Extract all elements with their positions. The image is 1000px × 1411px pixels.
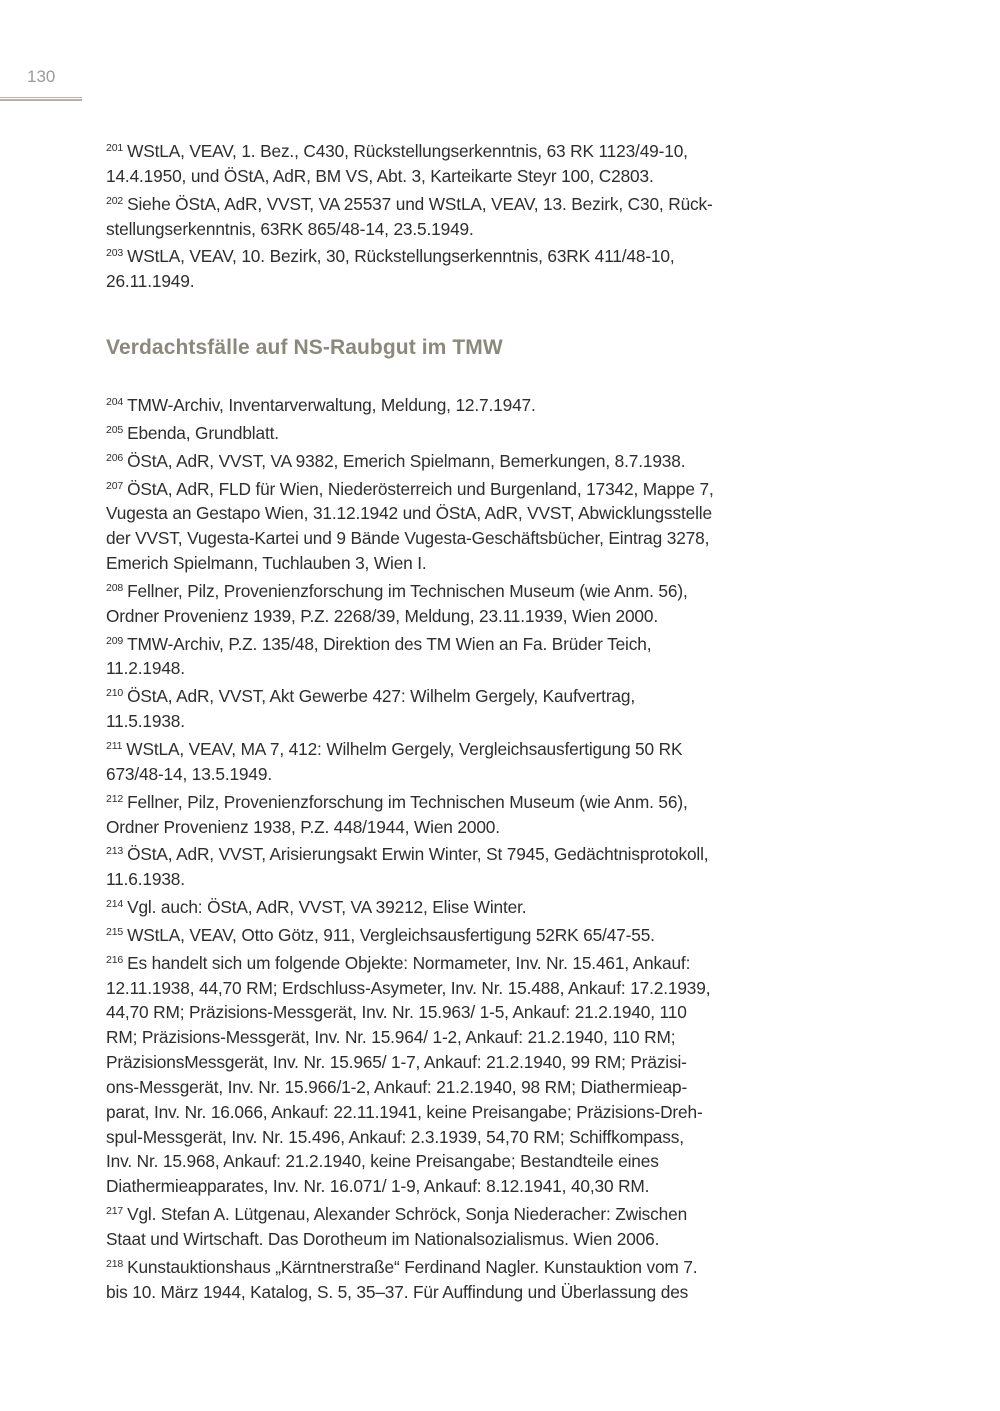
footnote-number: 218 [106, 1257, 124, 1270]
footnote-line [106, 1199, 786, 1227]
footnote [106, 948, 786, 1199]
footnote-line [106, 734, 786, 762]
footnote-text: 11.2.1948. [106, 658, 185, 679]
footnote-number: 210 [106, 687, 124, 700]
footnote-line [106, 390, 786, 418]
footnote [106, 734, 786, 787]
footnote-line [106, 681, 786, 709]
footnote-line [106, 709, 786, 734]
footnote-line [106, 474, 786, 502]
footnote-text: Fellner, Pilz, Provenienzforschung im Technischen Museum (wie Anm. 56), [127, 580, 688, 601]
footnote [106, 681, 786, 734]
footnote-text: 14.4.1950, und ÖStA, AdR, BM VS, Abt. 3, Karteikarte Steyr 100, C2803. [106, 165, 654, 186]
footnote-text: ÖStA, AdR, VVST, VA 9382, Emerich Spielmann, Bemerkungen, 8.7.1938. [127, 450, 686, 471]
footnote-text: bis 10. März 1944, Katalog, S. 5, 35–37. Für Auffindung und Überlassung des [106, 1281, 689, 1302]
header-rule [0, 97, 82, 101]
footnote-text: ons-Messgerät, Inv. Nr. 15.966/1-2, Ankauf: 21.2.1940, 98 RM; Diathermieap- [106, 1076, 688, 1097]
footnote-number: 204 [106, 396, 124, 408]
footnote-number: 205 [106, 423, 124, 436]
footnote [106, 474, 786, 576]
footnote-line [106, 787, 786, 815]
footnote [106, 839, 786, 892]
footnote-line [106, 1252, 786, 1280]
section-heading: Verdachtsfälle auf NS-Raubgut im TMW [106, 336, 503, 359]
footnote-number: 202 [106, 194, 124, 207]
footnote-line [106, 948, 786, 976]
footnote [106, 629, 786, 682]
footnote-line [106, 604, 786, 629]
footnote-line [106, 1125, 786, 1150]
footnote-text: ÖStA, AdR, FLD für Wien, Niederösterreich und Burgenland, 17342, Mappe 7, [127, 478, 714, 499]
footnote-line [106, 1227, 786, 1252]
footnote-line [106, 164, 786, 189]
footnote-text: Staat und Wirtschaft. Das Dorotheum im Nationalsozialismus. Wien 2006. [106, 1229, 660, 1249]
footnote-text: Vgl. auch: ÖStA, AdR, VVST, VA 39212, Elise Winter. [127, 897, 527, 918]
footnote [106, 241, 786, 294]
footnote-number: 201 [106, 142, 124, 154]
footnote [106, 892, 786, 920]
footnote [106, 1199, 786, 1252]
footnote-text: Ebenda, Grundblatt. [127, 422, 279, 443]
footnote-line [106, 656, 786, 681]
page-number: 130 [27, 67, 56, 86]
footnote-line [106, 1025, 786, 1050]
footnote-line [106, 815, 786, 840]
footnote-line [106, 1075, 786, 1100]
footnote-text: spul-Messgerät, Inv. Nr. 15.496, Ankauf: 2.3.1939, 54,70 RM; Schiffkompass, [106, 1126, 684, 1147]
footnote-line [106, 217, 786, 242]
footnote-text: RM; Präzisions-Messgerät, Inv. Nr. 15.964/ 1-2, Ankauf: 21.2.1940, 110 RM; [106, 1027, 676, 1048]
footnote-number: 216 [106, 953, 124, 966]
footnote-number: 208 [106, 581, 124, 594]
footnote-line [106, 1000, 786, 1025]
footnote-text: 11.6.1938. [106, 869, 185, 890]
footnote-text: ÖStA, AdR, VVST, Arisierungsakt Erwin Winter, St 7945, Gedächtnisprotokoll, [127, 844, 709, 865]
footnote-text: WStLA, VEAV, 1. Bez., C430, Rückstellungserkenntnis, 63 RK 1123/49-10, [127, 141, 688, 161]
footnote-line [106, 576, 786, 604]
footnote-text: 673/48-14, 13.5.1949. [106, 763, 272, 784]
footnote-number: 209 [106, 634, 124, 647]
footnote-text: 11.5.1938. [106, 711, 185, 732]
footnote-line [106, 269, 786, 294]
footnote-line [106, 839, 786, 867]
footnote-text: der VVST, Vugesta-Kartei und 9 Bände Vugesta-Geschäftsbücher, Eintrag 3278, [106, 528, 710, 549]
footnote-text: Vugesta an Gestapo Wien, 31.12.1942 und ÖStA, AdR, VVST, Abwicklungsstelle [106, 503, 712, 524]
footnote-text: Inv. Nr. 15.968, Ankauf: 21.2.1940, keine Preisangabe; Bestandteile eines [106, 1151, 659, 1172]
footnote-number: 211 [106, 739, 123, 752]
footnote-line [106, 762, 786, 787]
footnote-number: 217 [106, 1205, 124, 1218]
footnote-number: 213 [106, 845, 124, 858]
footnote [106, 1252, 786, 1305]
footnote-number: 207 [106, 479, 124, 492]
footnote-text: WStLA, VEAV, Otto Götz, 911, Vergleichsausfertigung 52RK 65/47-55. [127, 924, 655, 945]
footnote [106, 446, 786, 474]
footnote [106, 576, 786, 629]
footnote-line [106, 418, 786, 446]
footnote [106, 920, 786, 948]
footnote-line [106, 920, 786, 948]
footnote-line [106, 189, 786, 217]
footnote-text: Kunstauktionshaus „Kärntnerstraße“ Ferdinand Nagler. Kunstauktion vom 7. [127, 1256, 698, 1277]
footnote-text: Diathermieapparates, Inv. Nr. 16.071/ 1-9, Ankauf: 8.12.1941, 40,30 RM. [106, 1176, 650, 1197]
footnote-text: Vgl. Stefan A. Lütgenau, Alexander Schröck, Sonja Niederacher: Zwischen [127, 1204, 688, 1225]
footnote-line [106, 446, 786, 474]
footnote [106, 787, 786, 840]
footnote-line [106, 892, 786, 920]
footnote-text: stellungserkenntnis, 63RK 865/48-14, 23.5.1949. [106, 218, 474, 239]
footnote-text: TMW-Archiv, P.Z. 135/48, Direktion des TM Wien an Fa. Brüder Teich, [127, 633, 652, 654]
footnote-line [106, 551, 786, 576]
footnote-line [106, 526, 786, 551]
footnote-number: 214 [106, 898, 124, 911]
footnote-line [106, 501, 786, 526]
footnotes-before-heading [106, 136, 786, 294]
footnote-text: Ordner Provenienz 1938, P.Z. 448/1944, Wien 2000. [106, 816, 500, 837]
footnote-text: 12.11.1938, 44,70 RM; Erdschluss-Asymeter, Inv. Nr. 15.488, Ankauf: 17.2.1939, [106, 977, 711, 998]
footnote-text: Siehe ÖStA, AdR, VVST, VA 25537 und WStLA, VEAV, 13. Bezirk, C30, Rück- [127, 193, 713, 214]
footnote-text: 44,70 RM; Präzisions-Messgerät, Inv. Nr. 15.963/ 1-5, Ankauf: 21.2.1940, 110 [106, 1002, 687, 1023]
footnote-text: Ordner Provenienz 1939, P.Z. 2268/39, Meldung, 23.11.1939, Wien 2000. [106, 605, 658, 626]
footnote-line [106, 136, 786, 164]
footnote-line [106, 1174, 786, 1199]
footnote-line [106, 976, 786, 1001]
footnote-line [106, 1050, 786, 1075]
footnote-number: 215 [106, 925, 124, 938]
footnote-text: Es handelt sich um folgende Objekte: Normameter, Inv. Nr. 15.461, Ankauf: [127, 952, 691, 973]
footnote-text: parat, Inv. Nr. 16.066, Ankauf: 22.11.1941, keine Preisangabe; Präzisions-Dreh- [106, 1101, 703, 1122]
footnote-number: 203 [106, 247, 124, 260]
footnote-text: ÖStA, AdR, VVST, Akt Gewerbe 427: Wilhelm Gergely, Kaufvertrag, [127, 686, 636, 707]
footnote [106, 418, 786, 446]
footnote-text: PräzisionsMessgerät, Inv. Nr. 15.965/ 1-7, Ankauf: 21.2.1940, 99 RM; Präzisi- [106, 1052, 687, 1073]
footnote-text: WStLA, VEAV, 10. Bezirk, 30, Rückstellungserkenntnis, 63RK 411/48-10, [127, 246, 675, 267]
footnote-text: WStLA, VEAV, MA 7, 412: Wilhelm Gergely, Vergleichsausfertigung 50 RK [126, 738, 683, 759]
footnotes-after-heading [106, 390, 786, 1305]
footnote-line [106, 1280, 786, 1305]
footnote-line [106, 1149, 786, 1174]
footnote-text: TMW-Archiv, Inventarverwaltung, Meldung, 12.7.1947. [127, 395, 536, 415]
footnote-number: 212 [106, 792, 124, 805]
footnote [106, 390, 786, 418]
footnote-text: Emerich Spielmann, Tuchlauben 3, Wien I. [106, 553, 427, 574]
footnote-text: Fellner, Pilz, Provenienzforschung im Technischen Museum (wie Anm. 56), [127, 791, 688, 812]
footnote-number: 206 [106, 451, 124, 464]
footnote [106, 136, 786, 189]
footnote-line [106, 1100, 786, 1125]
footnote-line [106, 629, 786, 657]
footnote-text: 26.11.1949. [106, 271, 195, 292]
footnote [106, 189, 786, 242]
footnote-line [106, 241, 786, 269]
footnote-line [106, 867, 786, 892]
